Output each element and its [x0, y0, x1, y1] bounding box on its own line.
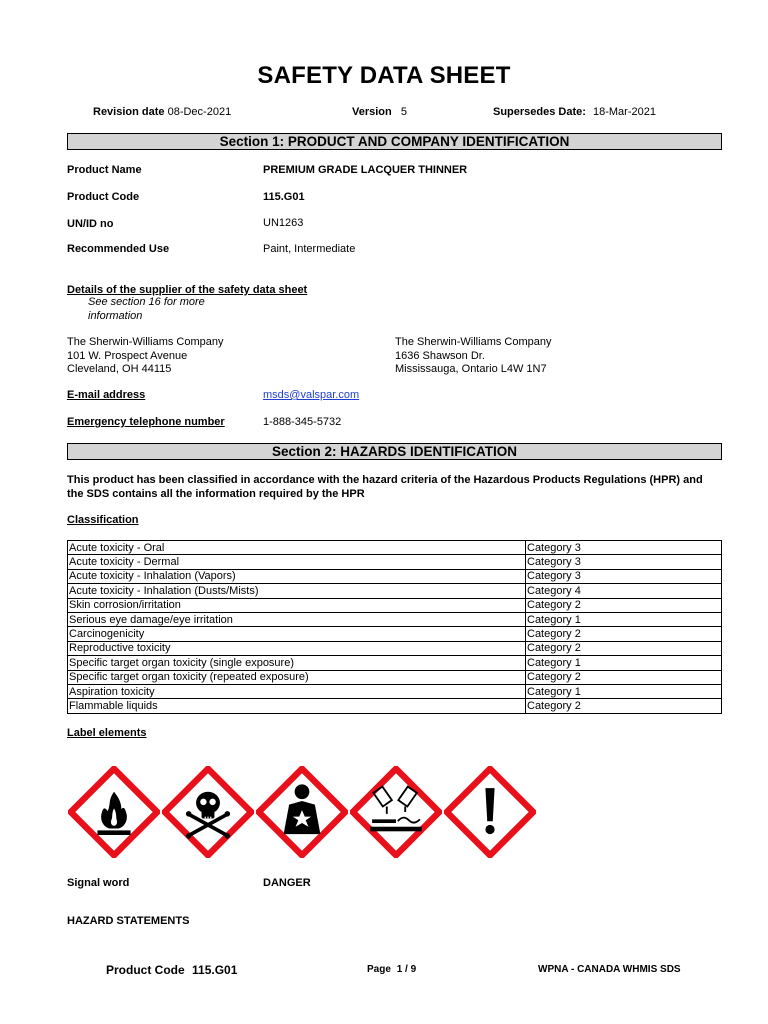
- unid-value: UN1263: [263, 217, 304, 229]
- hpr-intro-line-2: the SDS contains all the information required by the HPR: [67, 487, 365, 500]
- page-number: [367, 964, 416, 975]
- supplier-heading: Details of the supplier of the safety data sheet: [67, 284, 308, 296]
- footer-product-code: [106, 963, 237, 977]
- table-row: [68, 584, 722, 598]
- product-code-label: Product Code: [67, 191, 140, 203]
- hazard-cell: Acute toxicity - Oral: [68, 541, 526, 555]
- footer-product-code-value: 115.G01: [192, 963, 238, 977]
- table-row: [68, 656, 722, 670]
- category-cell: Category 3: [526, 555, 722, 569]
- category-cell: Category 1: [526, 612, 722, 626]
- address-right-line-1: The Sherwin-Williams Company: [395, 336, 552, 348]
- exclamation-icon: [444, 766, 536, 858]
- revision-value: 08-Dec-2021: [167, 106, 232, 118]
- address-right: [395, 336, 552, 377]
- category-cell: Category 3: [526, 569, 722, 583]
- table-row: [68, 598, 722, 612]
- document-title: SAFETY DATA SHEET: [257, 62, 511, 89]
- classification-heading: Classification: [67, 514, 139, 526]
- table-row: [68, 684, 722, 698]
- recommended-use-value: Paint, Intermediate: [263, 243, 356, 255]
- corrosion-icon: [350, 766, 442, 858]
- signal-word-label: Signal word: [67, 877, 130, 889]
- version: [352, 106, 407, 118]
- category-cell: Category 4: [526, 584, 722, 598]
- address-left-line-3: Cleveland, OH 44115: [67, 363, 172, 375]
- category-cell: Category 1: [526, 656, 722, 670]
- email-label: E-mail address: [67, 389, 146, 401]
- hpr-intro: [67, 474, 727, 501]
- address-left: [67, 336, 224, 377]
- category-cell: Category 2: [526, 627, 722, 641]
- table-row: [68, 541, 722, 555]
- table-row: [68, 627, 722, 641]
- version-value: 5: [400, 106, 407, 118]
- hpr-intro-line-1: This product has been classified in accordance with the hazard criteria of the Hazardous Products Regulations (HPR) and: [67, 474, 703, 486]
- page-label: Page: [367, 964, 391, 975]
- table-row: [68, 641, 722, 655]
- email-link[interactable]: msds@valspar.com: [263, 389, 360, 401]
- emergency-phone-label: Emergency telephone number: [67, 416, 225, 428]
- table-row: [68, 569, 722, 583]
- hazard-statements-heading: HAZARD STATEMENTS: [67, 915, 190, 927]
- emergency-phone-value: 1-888-345-5732: [263, 416, 342, 428]
- supersedes-value: 18-Mar-2021: [593, 106, 656, 118]
- footer-doc-type: WPNA - CANADA WHMIS SDS: [538, 964, 681, 975]
- revision-label: Revision date: [93, 106, 165, 118]
- section-1-heading: Section 1: PRODUCT AND COMPANY IDENTIFICATION: [67, 133, 722, 150]
- footer-product-code-label: Product Code: [106, 963, 185, 977]
- category-cell: Category 2: [526, 699, 722, 713]
- hazard-cell: Flammable liquids: [68, 699, 526, 713]
- address-left-line-1: The Sherwin-Williams Company: [67, 336, 224, 348]
- recommended-use-label: Recommended Use: [67, 243, 170, 255]
- label-elements-heading: Label elements: [67, 727, 147, 739]
- supplier-note-line-2: information: [88, 309, 143, 322]
- category-cell: Category 2: [526, 598, 722, 612]
- classification-table: [67, 540, 722, 714]
- category-cell: Category 1: [526, 684, 722, 698]
- flame-icon: [68, 766, 160, 858]
- category-cell: Category 2: [526, 641, 722, 655]
- version-label: Version: [352, 106, 392, 118]
- hazard-cell: Specific target organ toxicity (single exposure): [68, 656, 526, 670]
- section-2-heading: Section 2: HAZARDS IDENTIFICATION: [67, 443, 722, 460]
- table-row: [68, 699, 722, 713]
- supersedes-date: [493, 106, 656, 118]
- hazard-cell: Aspiration toxicity: [68, 684, 526, 698]
- skull-crossbones-icon: [162, 766, 254, 858]
- hazard-cell: Carcinogenicity: [68, 627, 526, 641]
- page-value: 1 / 9: [396, 964, 417, 975]
- hazard-cell: Acute toxicity - Dermal: [68, 555, 526, 569]
- product-code-value: 115.G01: [263, 191, 305, 203]
- hazard-cell: Skin corrosion/irritation: [68, 598, 526, 612]
- address-right-line-3: Mississauga, Ontario L4W 1N7: [395, 363, 547, 375]
- supersedes-label: Supersedes Date:: [493, 106, 586, 118]
- supplier-note-line-1: See section 16 for more: [88, 296, 205, 308]
- table-row: [68, 670, 722, 684]
- product-name-value: PREMIUM GRADE LACQUER THINNER: [263, 164, 468, 176]
- health-hazard-icon: [256, 766, 348, 858]
- address-left-line-2: 101 W. Prospect Avenue: [67, 349, 188, 362]
- category-cell: Category 3: [526, 541, 722, 555]
- hazard-cell: Serious eye damage/eye irritation: [68, 612, 526, 626]
- hazard-cell: Specific target organ toxicity (repeated exposure): [68, 670, 526, 684]
- hazard-cell: Acute toxicity - Inhalation (Vapors): [68, 569, 526, 583]
- hazard-cell: Reproductive toxicity: [68, 641, 526, 655]
- signal-word-value: DANGER: [263, 877, 311, 889]
- table-row: [68, 555, 722, 569]
- revision-date: [93, 106, 231, 118]
- unid-label: UN/ID no: [67, 218, 114, 230]
- table-row: [68, 612, 722, 626]
- category-cell: Category 2: [526, 670, 722, 684]
- hazard-cell: Acute toxicity - Inhalation (Dusts/Mists): [68, 584, 526, 598]
- supplier-note: [88, 296, 205, 323]
- address-right-line-2: 1636 Shawson Dr.: [395, 349, 485, 362]
- product-name-label: Product Name: [67, 164, 142, 176]
